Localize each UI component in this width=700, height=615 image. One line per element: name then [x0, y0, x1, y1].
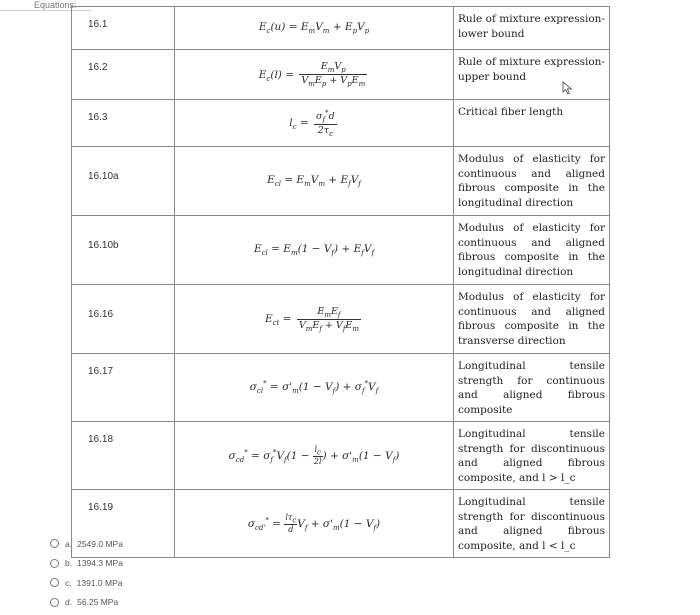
table-row — [72, 285, 610, 354]
table-row — [72, 147, 610, 216]
equation-number: 16.17 — [72, 354, 175, 422]
table-row — [72, 216, 610, 285]
equation-number: 16.19 — [72, 490, 175, 558]
formula-text: $E_{cl} = E_m(1 - V_f) + E_fV_f$ — [253, 242, 375, 258]
option-letter: d. — [65, 597, 73, 608]
formula-text: $E_c(u) = E_mV_m + E_pV_p$ — [258, 20, 370, 36]
radio-button[interactable] — [50, 578, 59, 587]
option-text: 1394.3 MPa — [77, 558, 123, 569]
formula-text: $\sigma_{cd'}^*$ = $\frac{l\tau_c}{d}$ $V_f + \sigma'_m(1 - V_f)$ — [247, 512, 381, 535]
equation-description: Rule of mixture expression- upper bound — [454, 50, 610, 100]
equation-description: Modulus of elasticity for continuous and aligned fibrous composite in the longitudinal direction — [454, 216, 610, 285]
equation-description: Modulus of elasticity for continuous and aligned fibrous composite in the longitudinal direction — [454, 147, 610, 216]
equation-formula — [175, 7, 454, 50]
table-row — [72, 100, 610, 147]
option-c[interactable] — [50, 573, 123, 593]
formula-text: $E_{ct}$ = $\frac{E_mE_f}{V_mE_f + V_fE_m}$ — [265, 305, 359, 333]
equation-formula — [175, 100, 454, 147]
equation-number: 16.16 — [72, 285, 175, 354]
option-b[interactable] — [50, 554, 123, 574]
option-a[interactable] — [50, 534, 123, 554]
option-text: 1391.0 MPa — [76, 577, 123, 588]
equation-formula — [175, 50, 454, 100]
formula-text: $l_c$ = $\frac{\sigma_f^*d}{2\tau_c}$ — [289, 108, 335, 138]
table-row — [72, 7, 610, 50]
option-text: 56.25 MPa — [77, 597, 119, 608]
radio-button[interactable] — [50, 539, 59, 548]
equation-description: Critical fiber length — [454, 100, 610, 147]
equation-formula — [175, 422, 454, 490]
table-row — [72, 50, 610, 100]
option-text: 2549.0 MPa — [77, 538, 123, 549]
equation-description: Modulus of elasticity for continuous and aligned fibrous composite in the transverse direction — [454, 285, 610, 354]
equation-number: 16.3 — [72, 100, 175, 147]
radio-button[interactable] — [50, 598, 59, 607]
equation-description: Longitudinal tensile strength for discontinuous and aligned fibrous composite, and l < l_c — [454, 490, 610, 558]
equation-formula — [175, 216, 454, 285]
equation-description: Longitudinal tensile strength for discontinuous and aligned fibrous composite, and l > l_c — [454, 422, 610, 490]
equation-formula — [175, 285, 454, 354]
equation-number: 16.10a — [72, 147, 175, 216]
equation-formula — [175, 490, 454, 558]
equation-formula — [175, 354, 454, 422]
table-row — [72, 354, 610, 422]
equation-number: 16.18 — [72, 422, 175, 490]
formula-text: $E_c(l)$ = $\frac{E_mV_p}{V_mE_p + V_pE_m}$ — [258, 61, 366, 88]
table-row — [72, 490, 610, 558]
radio-button[interactable] — [50, 559, 59, 568]
answer-options — [50, 534, 123, 612]
equation-number: 16.10b — [72, 216, 175, 285]
table-row — [72, 422, 610, 490]
option-letter: c. — [65, 577, 72, 588]
equation-description: Rule of mixture expression- lower bound — [454, 7, 610, 50]
page-title: Equations: — [34, 0, 77, 10]
equations-table — [71, 6, 610, 558]
equation-number: 16.2 — [72, 50, 175, 100]
option-letter: b. — [65, 558, 73, 569]
mouse-pointer-icon — [562, 81, 574, 95]
option-letter: a. — [65, 538, 73, 549]
equation-description: Longitudinal tensile strength for continuous and aligned fibrous composite — [454, 354, 610, 422]
equation-formula — [175, 147, 454, 216]
formula-text: $\sigma_{cl}^* = \sigma'_m(1 - V_f) + \sigma_f^*V_f$ — [249, 379, 379, 396]
equation-number: 16.1 — [72, 7, 175, 50]
formula-text: $E_{cl} = E_mV_m + E_fV_f$ — [267, 173, 361, 189]
option-d[interactable] — [50, 593, 123, 613]
formula-text: $\sigma_{cd}^* = \sigma_f^*V_f(1$ − $\frac{l_c}{2l}$ ) + $\sigma'_m(1 - V_f)$ — [228, 444, 400, 467]
